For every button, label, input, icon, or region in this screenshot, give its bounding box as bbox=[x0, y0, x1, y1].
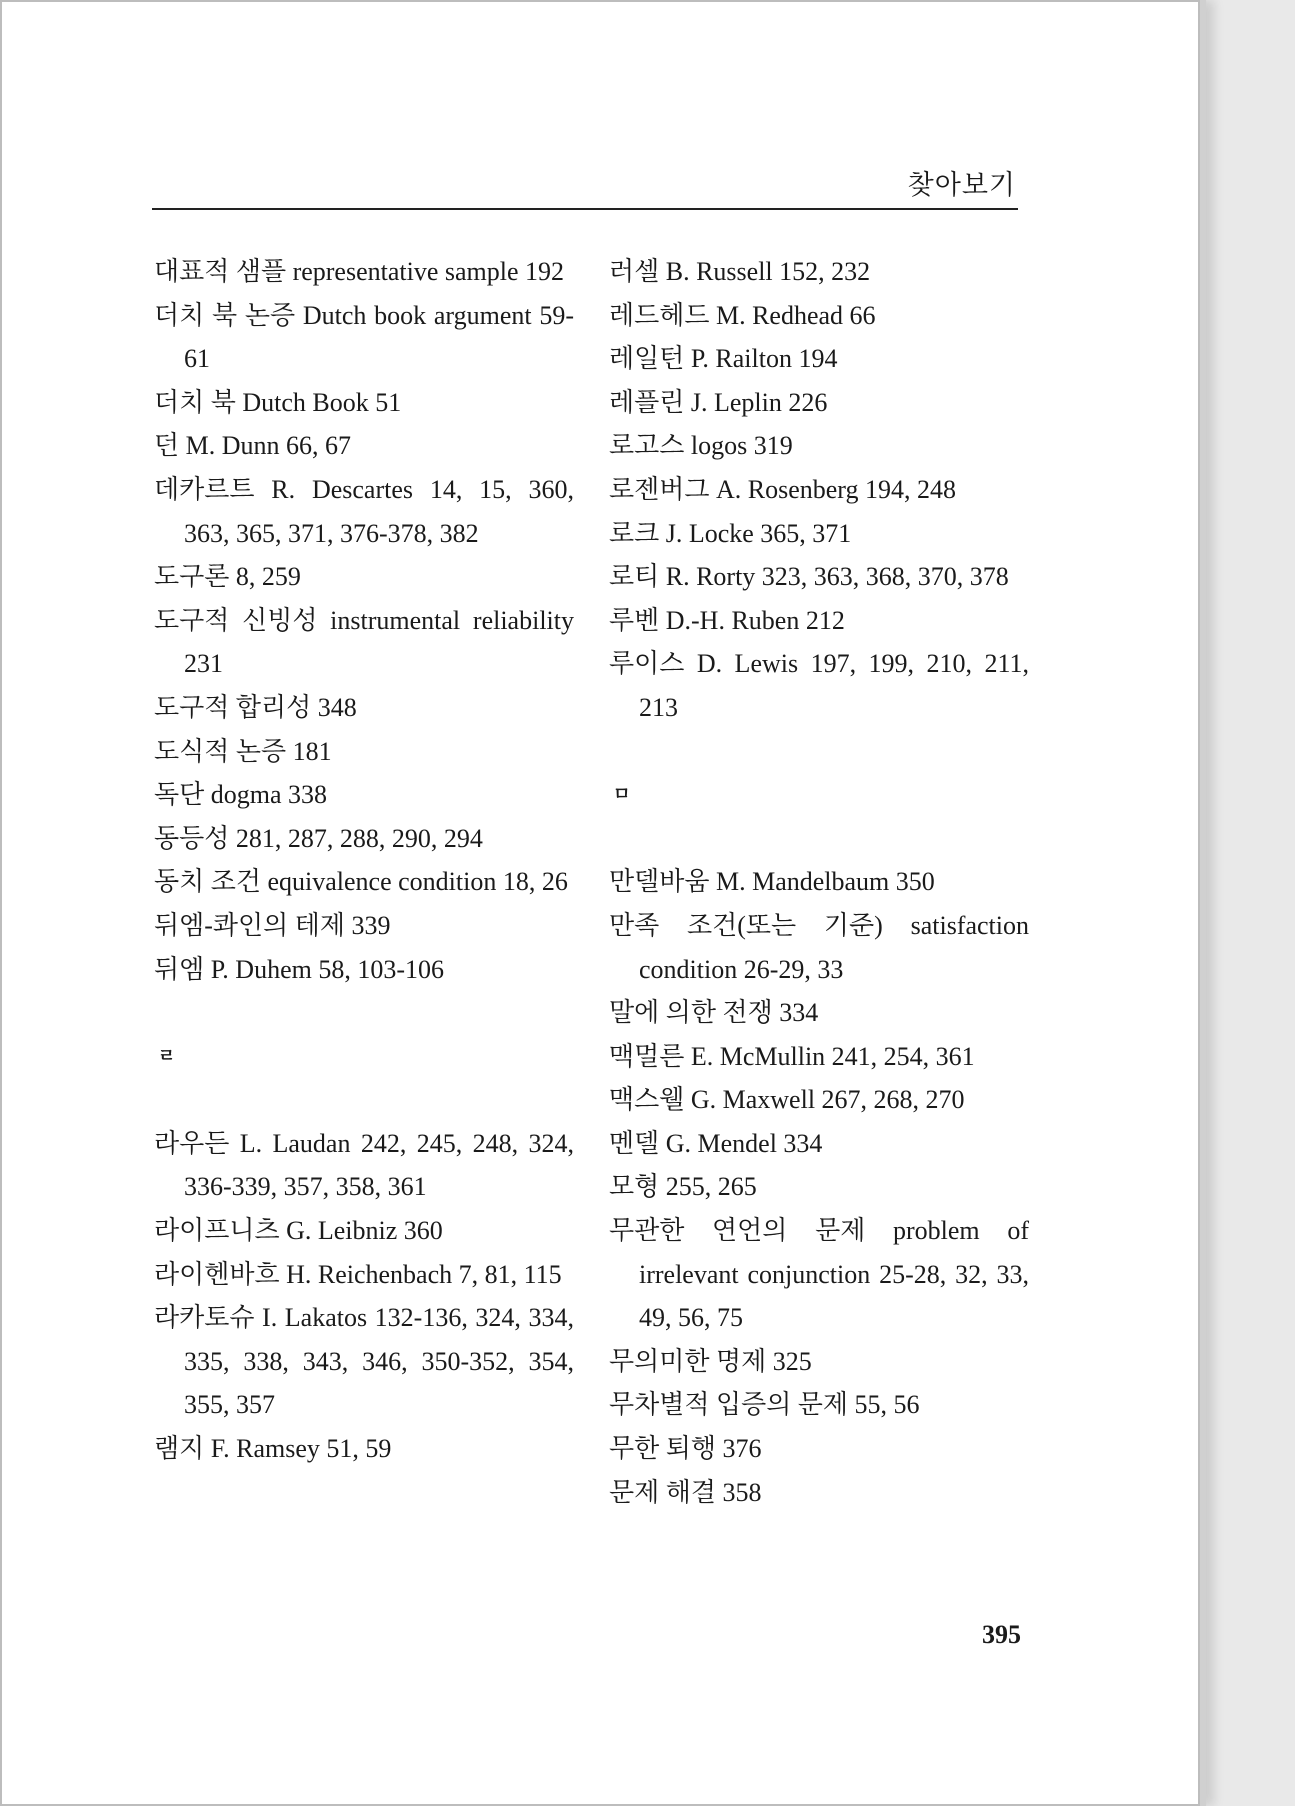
index-page: 찾아보기 대표적 샘플 representative sample 192 더치 북 논증 Dutch book argument 59-61 더치 북 Dutch Book 51 던 M. Dunn 66, 67 데카르트 R. Descartes 14, 15, 360, 363, 365, 371, 376-378, 382 도구론 8, 259 도구적 신빙성 instrumental reliability 231 도구적 합리성 348 도식적 논증 181 독단 dogma 338 동등성 281, 287, 288, 290, 294 동치 조건 equivalence condition 18, 26 뒤엠-콰인의 테제 339 뒤엠 P. Duhem 58, 103-106 ㄹ 라우든 L. Laudan 242, 245, 248, 324, 336-339, 357, 358, 361 라이프니츠 G. Leibniz 360 라이헨바흐 H. Reichenbach 7, 81, 115 라카토슈 I. Lakatos 132-136, 324, 334, 335, 338, 343, 346, 350-352, 354, 355, 357 램지 F. Ramsey 51, 59 러셀 B. Russell 152, 232 레드헤드 M. Redhead 66 레일턴 P. Railton 194 레플린 J. Leplin 226 로고스 logos 319 로젠버그 A. Rosenberg 194, 248 로크 J. Locke 365, 371 로티 R. Rorty 323, 363, 368, 370, 378 루벤 D.-H. Ruben 212 루이스 D. Lewis 197, 199, 210, 211, 213 ㅁ 만델바움 M. Mandelbaum 350 만족 조건(또는 기준) satisfaction condition 26-29, 33 말에 의한 전쟁 334 맥멀른 E. McMullin 241, 254, 361 맥스웰 G. Maxwell 267, 268, 270 멘델 G. Mendel 334 모형 255, 265 무관한 연언의 문제 problem of irrelevant conjunction 25-28, 32, 33, 49, 56, 75 무의미한 명제 325 무차별적 입증의 문제 55, 56 무한 퇴행 376 문제 해결 358 395 bbox=[0, 0, 1200, 1806]
header-title: 찾아보기 bbox=[907, 170, 1016, 201]
index-entry: 램지 F. Ramsey 51, 59 bbox=[154, 1434, 392, 1464]
index-entry: 루이스 D. Lewis 197, 199, 210, 211, 213 bbox=[609, 649, 1029, 722]
index-entry: 무관한 연언의 문제 problem of irrelevant conjunction 25-28, 32, 33, 49, 56, 75 bbox=[609, 1216, 1029, 1333]
index-entry: 데카르트 R. Descartes 14, 15, 360, 363, 365, 371, 376-378, 382 bbox=[154, 474, 574, 548]
index-entry: 라우든 L. Laudan 242, 245, 248, 324, 336-339, 357, 358, 361 bbox=[154, 1128, 574, 1202]
index-entry: 레일턴 P. Railton 194 bbox=[609, 344, 838, 374]
index-entry: 레드헤드 M. Redhead 66 bbox=[609, 300, 876, 330]
page-header bbox=[152, 162, 1018, 210]
index-entry: 뒤엠-콰인의 테제 339 bbox=[154, 910, 391, 940]
index-entry: 도구론 8, 259 bbox=[154, 562, 301, 592]
index-entry: 맥스웰 G. Maxwell 267, 268, 270 bbox=[609, 1085, 965, 1115]
section-heading-rieul: ㄹ bbox=[158, 1045, 176, 1067]
index-entry: 만델바움 M. Mandelbaum 350 bbox=[609, 867, 935, 897]
index-entry: 독단 dogma 338 bbox=[154, 780, 327, 810]
index-entry: 더치 북 논증 Dutch book argument 59-61 bbox=[154, 300, 574, 374]
index-entry: 말에 의한 전쟁 334 bbox=[609, 998, 819, 1028]
index-entry: 도구적 합리성 348 bbox=[154, 692, 357, 722]
index-entry: 멘델 G. Mendel 334 bbox=[609, 1128, 823, 1158]
index-entry: 만족 조건(또는 기준) satisfaction condition 26-29, 33 bbox=[609, 910, 1029, 984]
index-entry: 뒤엠 P. Duhem 58, 103-106 bbox=[154, 954, 445, 984]
index-entry: 무한 퇴행 376 bbox=[609, 1434, 762, 1464]
index-entry: 라카토슈 I. Lakatos 132-136, 324, 334, 335, 338, 343, 346, 350-352, 354, 355, 357 bbox=[154, 1303, 574, 1420]
index-entry: 무차별적 입증의 문제 55, 56 bbox=[609, 1390, 920, 1420]
index-entry: 로크 J. Locke 365, 371 bbox=[609, 518, 852, 548]
section-heading-mieum: ㅁ bbox=[613, 784, 631, 806]
index-entry: 루벤 D.-H. Ruben 212 bbox=[609, 605, 845, 635]
index-entry: 맥멀른 E. McMullin 241, 254, 361 bbox=[609, 1041, 975, 1071]
index-entry: 러셀 B. Russell 152, 232 bbox=[609, 257, 871, 286]
index-entry: 동치 조건 equivalence condition 18, 26 bbox=[154, 867, 568, 897]
index-entry: 더치 북 Dutch Book 51 bbox=[154, 387, 402, 417]
index-entry: 던 M. Dunn 66, 67 bbox=[154, 431, 352, 461]
index-entry: 라이헨바흐 H. Reichenbach 7, 81, 115 bbox=[154, 1259, 562, 1289]
index-entry: 로젠버그 A. Rosenberg 194, 248 bbox=[609, 474, 956, 504]
index-entry: 레플린 J. Leplin 226 bbox=[609, 387, 828, 417]
index-entry: 로고스 logos 319 bbox=[609, 431, 793, 461]
index-entry: 도식적 논증 181 bbox=[154, 736, 332, 766]
index-entry: 모형 255, 265 bbox=[609, 1172, 757, 1202]
index-entry: 동등성 281, 287, 288, 290, 294 bbox=[154, 823, 483, 853]
index-entry: 대표적 샘플 representative sample 192 bbox=[154, 257, 565, 286]
index-entry: 도구적 신빙성 instrumental reliability 231 bbox=[154, 605, 574, 679]
index-column-right bbox=[609, 250, 1029, 1514]
index-entry: 무의미한 명제 325 bbox=[609, 1346, 812, 1376]
index-column-left bbox=[154, 250, 574, 1471]
index-entry: 로티 R. Rorty 323, 363, 368, 370, 378 bbox=[609, 562, 1009, 592]
index-entry: 라이프니츠 G. Leibniz 360 bbox=[154, 1216, 443, 1246]
index-entry: 문제 해결 358 bbox=[609, 1477, 762, 1507]
